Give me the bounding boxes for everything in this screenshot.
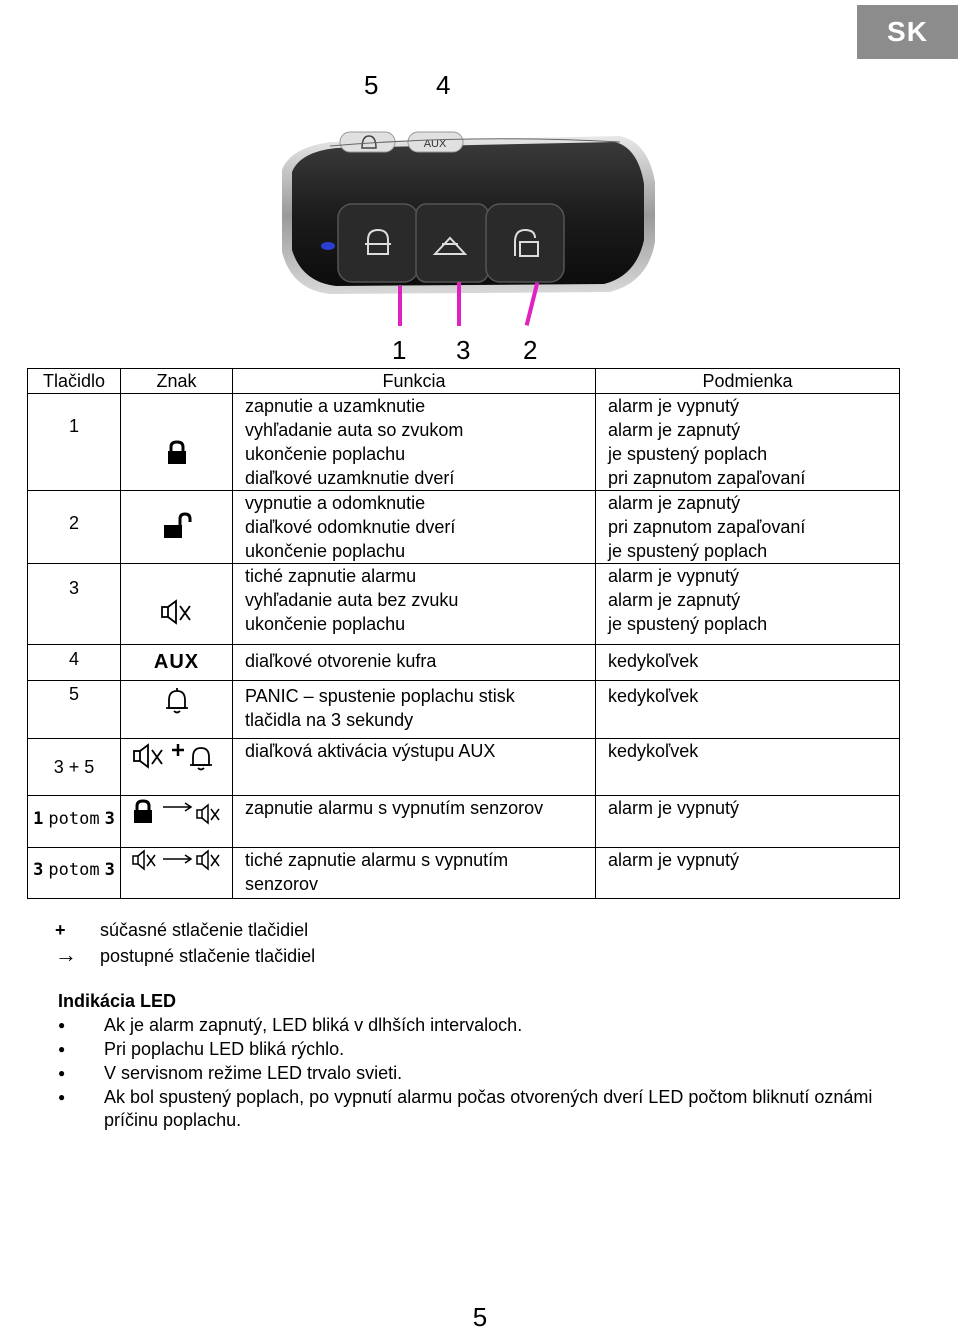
list-item: ● Ak je alarm zapnutý, LED bliká v dlhších intervaloch. (58, 1014, 908, 1037)
legend-text: postupné stlačenie tlačidiel (100, 946, 316, 966)
funkcia-line: tiché zapnutie alarmu s vypnutím (245, 850, 509, 870)
fob-aux-label: AUX (423, 138, 447, 150)
aux-symbol: AUX (153, 651, 200, 673)
plus-symbol: + (55, 920, 66, 940)
podmienka-line: kedykoľvek (608, 651, 699, 671)
page-number: 5 (472, 1302, 488, 1332)
table-row (28, 394, 900, 491)
podmienka-line: alarm je zapnutý (608, 590, 741, 610)
muted-then-muted-icon (129, 848, 225, 874)
podmienka-line: kedykoľvek (608, 686, 699, 706)
funkcia-line: zapnutie a uzamknutie (245, 396, 426, 416)
symbol-cell-5 (121, 681, 233, 739)
funkcia-line: ukončenie poplachu (245, 541, 406, 561)
legend-sequential (55, 942, 316, 967)
legend-simultaneous (55, 920, 308, 941)
function-table (27, 368, 900, 899)
led-section-title: Indikácia LED (58, 991, 177, 1011)
speaker-muted-icon (159, 598, 195, 626)
symbol-cell-4 (121, 645, 233, 681)
label-button-2: 2 (523, 335, 538, 365)
podmienka-line: pri zapnutom zapaľovaní (608, 468, 806, 488)
symbol-cell-1-potom-3 (121, 796, 233, 848)
unlocked-padlock-icon (160, 511, 194, 539)
podmienka-line: alarm je vypnutý (608, 798, 740, 818)
header-podmienka: Podmienka (596, 369, 900, 394)
table-row (28, 645, 900, 681)
funkcia-line: PANIC – spustenie poplachu stisk (245, 686, 515, 706)
label-button-3: 3 (456, 335, 471, 365)
label-button-1: 1 (392, 335, 407, 365)
button-cell-4: 4 (28, 645, 121, 681)
header-tlacidlo: Tlačidlo (28, 369, 121, 394)
language-badge: SK (857, 5, 958, 59)
podmienka-line: alarm je vypnutý (608, 396, 740, 416)
table-row (28, 491, 900, 564)
table-row (28, 681, 900, 739)
pointer-line-1 (398, 286, 402, 326)
funkcia-line: diaľková aktivácia výstupu AUX (245, 741, 496, 761)
pointer-line-3 (457, 282, 461, 326)
funkcia-line: diaľkové uzamknutie dverí (245, 468, 455, 488)
label-button-4: 4 (436, 70, 451, 100)
label-button-5: 5 (364, 70, 379, 100)
funkcia-line: senzorov (245, 874, 319, 894)
bell-icon (164, 687, 190, 715)
podmienka-line: alarm je vypnutý (608, 850, 740, 870)
funkcia-line: vyhľadanie auta bez zvuku (245, 590, 459, 610)
symbol-cell-2 (121, 491, 233, 564)
header-funkcia: Funkcia (233, 369, 596, 394)
funkcia-line: tiché zapnutie alarmu (245, 566, 417, 586)
funkcia-line: ukončenie poplachu (245, 614, 406, 634)
podmienka-line: kedykoľvek (608, 741, 699, 761)
button-cell-3: 3 (28, 564, 121, 645)
funkcia-line: tlačidla na 3 sekundy (245, 710, 414, 730)
podmienka-line: je spustený poplach (608, 444, 768, 464)
symbol-cell-3 (121, 564, 233, 645)
table-row (28, 739, 900, 796)
button-cell-5: 5 (28, 681, 121, 739)
locked-padlock-icon (165, 439, 189, 465)
symbol-cell-3-5 (121, 739, 233, 796)
button-cell-1-potom-3: 1 potom 3 (28, 796, 121, 848)
fob-led (321, 242, 335, 250)
table-row (28, 796, 900, 848)
button-cell-3-potom-3: 3 potom 3 (28, 848, 121, 899)
list-item: ● V servisnom režime LED trvalo svieti. (58, 1062, 908, 1085)
funkcia-line: vypnutie a odomknutie (245, 493, 426, 513)
keyfob-photo (270, 122, 670, 300)
symbol-cell-1 (121, 394, 233, 491)
funkcia-line: vyhľadanie auta so zvukom (245, 420, 464, 440)
funkcia-line: diaľkové otvorenie kufra (245, 651, 437, 671)
legend-text: súčasné stlačenie tlačidiel (100, 920, 309, 940)
table-row (28, 848, 900, 899)
table-row (28, 564, 900, 645)
funkcia-line: ukončenie poplachu (245, 444, 406, 464)
lock-then-muted-icon (129, 798, 225, 828)
podmienka-line: pri zapnutom zapaľovaní (608, 517, 806, 537)
list-item: ● Pri poplachu LED bliká rýchlo. (58, 1038, 908, 1061)
podmienka-line: alarm je zapnutý (608, 420, 741, 440)
podmienka-line: je spustený poplach (608, 541, 768, 561)
button-cell-2: 2 (28, 491, 121, 564)
table-header-row (28, 369, 900, 394)
funkcia-line: zapnutie alarmu s vypnutím senzorov (245, 798, 544, 818)
funkcia-line: diaľkové odomknutie dverí (245, 517, 456, 537)
podmienka-line: alarm je zapnutý (608, 493, 741, 513)
arrow-right-icon: → (55, 942, 77, 967)
podmienka-line: alarm je vypnutý (608, 566, 740, 586)
keyfob-illustration (270, 122, 670, 300)
led-list (58, 1014, 908, 1133)
button-cell-3-5: 3 + 5 (28, 739, 121, 796)
header-znak: Znak (121, 369, 233, 394)
symbol-cell-3-potom-3 (121, 848, 233, 899)
list-item: ● Ak bol spustený poplach, po vypnutí alarmu počas otvorených dverí LED počtom bliknutí oznámi príčinu poplachu. (58, 1086, 908, 1132)
podmienka-line: je spustený poplach (608, 614, 768, 634)
button-cell-1: 1 (28, 394, 121, 491)
speaker-muted-plus-bell-icon (131, 739, 223, 773)
